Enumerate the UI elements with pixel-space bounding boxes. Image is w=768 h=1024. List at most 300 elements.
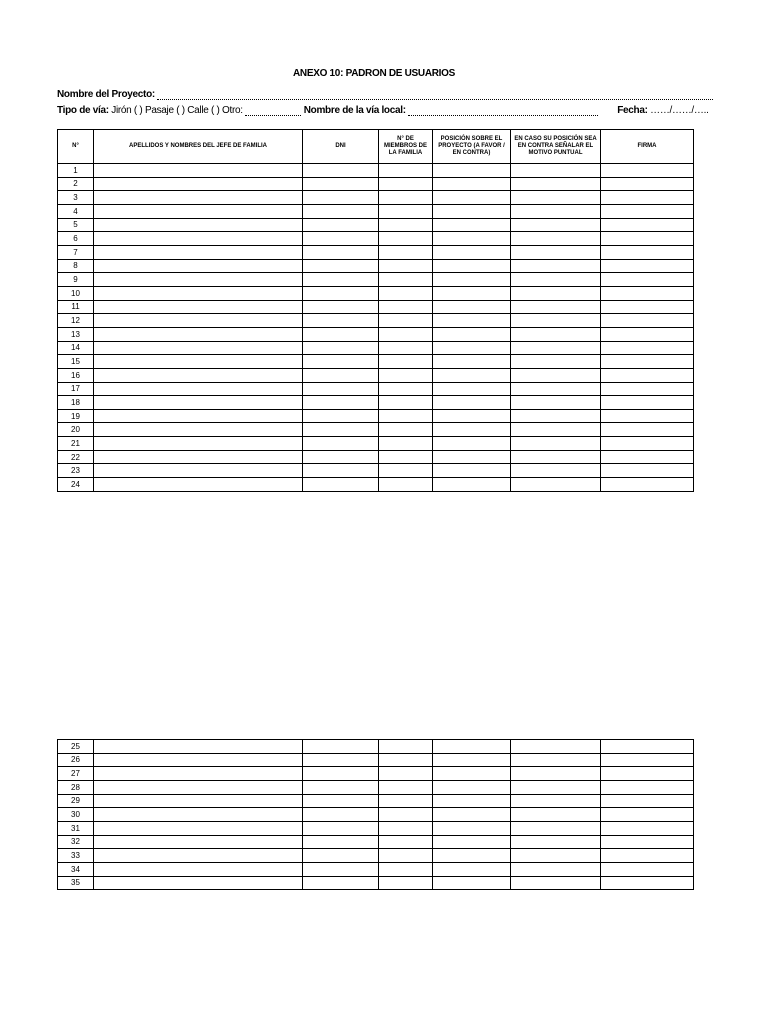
row-number: 28 <box>58 780 94 794</box>
position-cell[interactable] <box>433 876 511 890</box>
name-cell[interactable] <box>94 849 303 863</box>
signature-cell[interactable] <box>601 396 694 410</box>
position-cell[interactable] <box>433 794 511 808</box>
position-cell[interactable] <box>433 464 511 478</box>
signature-cell[interactable] <box>601 382 694 396</box>
position-cell[interactable] <box>433 259 511 273</box>
members-cell[interactable] <box>379 396 433 410</box>
row-number: 33 <box>58 849 94 863</box>
position-cell[interactable] <box>433 478 511 492</box>
row-number: 6 <box>58 232 94 246</box>
members-cell[interactable] <box>379 204 433 218</box>
name-cell[interactable] <box>94 327 303 341</box>
row-number: 11 <box>58 300 94 314</box>
reason-cell[interactable] <box>511 478 601 492</box>
col-members-header: N° DE MIEMBROS DE LA FAMILIA <box>379 130 433 164</box>
col-signature-header: FIRMA <box>601 130 694 164</box>
members-cell[interactable] <box>379 780 433 794</box>
dni-cell[interactable] <box>303 835 379 849</box>
table-row <box>58 204 694 218</box>
reason-cell[interactable] <box>511 753 601 767</box>
position-cell[interactable] <box>433 808 511 822</box>
reason-cell[interactable] <box>511 808 601 822</box>
table-row <box>58 273 694 287</box>
reason-cell[interactable] <box>511 849 601 863</box>
signature-cell[interactable] <box>601 232 694 246</box>
table-row <box>58 259 694 273</box>
name-cell[interactable] <box>94 478 303 492</box>
reason-cell[interactable] <box>511 450 601 464</box>
name-cell[interactable] <box>94 835 303 849</box>
signature-cell[interactable] <box>601 177 694 191</box>
reason-cell[interactable] <box>511 177 601 191</box>
dni-cell[interactable] <box>303 876 379 890</box>
name-cell[interactable] <box>94 876 303 890</box>
dni-cell[interactable] <box>303 464 379 478</box>
row-number: 3 <box>58 191 94 205</box>
members-cell[interactable] <box>379 273 433 287</box>
position-cell[interactable] <box>433 245 511 259</box>
position-cell[interactable] <box>433 409 511 423</box>
row-number: 12 <box>58 314 94 328</box>
via-option-pasaje[interactable]: Pasaje ( ) <box>144 105 185 116</box>
dni-cell[interactable] <box>303 218 379 232</box>
dni-cell[interactable] <box>303 191 379 205</box>
reason-cell[interactable] <box>511 767 601 781</box>
table-row <box>58 368 694 382</box>
col-reason-header: EN CASO SU POSICIÓN SEA EN CONTRA SEÑALAR EL MOTIVO PUNTUAL <box>511 130 601 164</box>
name-cell[interactable] <box>94 382 303 396</box>
members-cell[interactable] <box>379 876 433 890</box>
members-cell[interactable] <box>379 464 433 478</box>
table-row <box>58 327 694 341</box>
position-cell[interactable] <box>433 396 511 410</box>
signature-cell[interactable] <box>601 464 694 478</box>
via-type-label: Tipo de vía: <box>57 105 109 116</box>
name-cell[interactable] <box>94 767 303 781</box>
name-cell[interactable] <box>94 409 303 423</box>
col-number-header: N° <box>58 130 94 164</box>
date-value[interactable]: ……/……/….. <box>650 105 709 116</box>
table-row <box>58 876 694 890</box>
dni-cell[interactable] <box>303 327 379 341</box>
dni-cell[interactable] <box>303 767 379 781</box>
signature-cell[interactable] <box>601 259 694 273</box>
members-cell[interactable] <box>379 314 433 328</box>
name-cell[interactable] <box>94 300 303 314</box>
signature-cell[interactable] <box>601 808 694 822</box>
table-row <box>58 409 694 423</box>
reason-cell[interactable] <box>511 273 601 287</box>
name-cell[interactable] <box>94 177 303 191</box>
signature-cell[interactable] <box>601 437 694 451</box>
reason-cell[interactable] <box>511 368 601 382</box>
dni-cell[interactable] <box>303 862 379 876</box>
name-cell[interactable] <box>94 821 303 835</box>
name-cell[interactable] <box>94 245 303 259</box>
dni-cell[interactable] <box>303 286 379 300</box>
project-line <box>57 89 697 100</box>
via-option-jiron[interactable]: Jirón ( ) <box>111 105 143 116</box>
row-number: 26 <box>58 753 94 767</box>
row-number: 5 <box>58 218 94 232</box>
signature-cell[interactable] <box>601 368 694 382</box>
signature-cell[interactable] <box>601 286 694 300</box>
table-row <box>58 740 694 754</box>
row-number: 9 <box>58 273 94 287</box>
members-cell[interactable] <box>379 327 433 341</box>
reason-cell[interactable] <box>511 218 601 232</box>
via-other-blank[interactable] <box>245 106 301 116</box>
dni-cell[interactable] <box>303 259 379 273</box>
reason-cell[interactable] <box>511 191 601 205</box>
reason-cell[interactable] <box>511 245 601 259</box>
name-cell[interactable] <box>94 862 303 876</box>
local-via-blank[interactable] <box>408 106 598 116</box>
position-cell[interactable] <box>433 218 511 232</box>
dni-cell[interactable] <box>303 177 379 191</box>
signature-cell[interactable] <box>601 218 694 232</box>
row-number: 29 <box>58 794 94 808</box>
dni-cell[interactable] <box>303 849 379 863</box>
col-dni-header: DNI <box>303 130 379 164</box>
table-row <box>58 780 694 794</box>
dni-cell[interactable] <box>303 245 379 259</box>
members-cell[interactable] <box>379 423 433 437</box>
table-row <box>58 437 694 451</box>
members-cell[interactable] <box>379 437 433 451</box>
signature-cell[interactable] <box>601 273 694 287</box>
signature-cell[interactable] <box>601 341 694 355</box>
row-number: 34 <box>58 862 94 876</box>
signature-cell[interactable] <box>601 300 694 314</box>
signature-cell[interactable] <box>601 767 694 781</box>
name-cell[interactable] <box>94 740 303 754</box>
table-row <box>58 355 694 369</box>
dni-cell[interactable] <box>303 423 379 437</box>
col-names-header: APELLIDOS Y NOMBRES DEL JEFE DE FAMILIA <box>94 130 303 164</box>
members-cell[interactable] <box>379 300 433 314</box>
signature-cell[interactable] <box>601 876 694 890</box>
position-cell[interactable] <box>433 423 511 437</box>
signature-cell[interactable] <box>601 314 694 328</box>
signature-cell[interactable] <box>601 245 694 259</box>
row-number: 21 <box>58 437 94 451</box>
members-cell[interactable] <box>379 164 433 178</box>
reason-cell[interactable] <box>511 780 601 794</box>
reason-cell[interactable] <box>511 423 601 437</box>
members-cell[interactable] <box>379 341 433 355</box>
members-cell[interactable] <box>379 835 433 849</box>
members-cell[interactable] <box>379 478 433 492</box>
signature-cell[interactable] <box>601 450 694 464</box>
table-row <box>58 396 694 410</box>
table-row <box>58 849 694 863</box>
dni-cell[interactable] <box>303 478 379 492</box>
signature-cell[interactable] <box>601 327 694 341</box>
members-cell[interactable] <box>379 450 433 464</box>
reason-cell[interactable] <box>511 327 601 341</box>
row-number: 30 <box>58 808 94 822</box>
table-row <box>58 314 694 328</box>
signature-cell[interactable] <box>601 821 694 835</box>
reason-cell[interactable] <box>511 232 601 246</box>
via-line <box>57 105 709 116</box>
signature-cell[interactable] <box>601 780 694 794</box>
signature-cell[interactable] <box>601 164 694 178</box>
members-cell[interactable] <box>379 382 433 396</box>
table-row <box>58 218 694 232</box>
reason-cell[interactable] <box>511 464 601 478</box>
row-number: 31 <box>58 821 94 835</box>
position-cell[interactable] <box>433 164 511 178</box>
table-row <box>58 423 694 437</box>
members-cell[interactable] <box>379 862 433 876</box>
name-cell[interactable] <box>94 355 303 369</box>
signature-cell[interactable] <box>601 204 694 218</box>
row-number: 24 <box>58 478 94 492</box>
table-row <box>58 191 694 205</box>
members-cell[interactable] <box>379 409 433 423</box>
name-cell[interactable] <box>94 273 303 287</box>
position-cell[interactable] <box>433 450 511 464</box>
table-row <box>58 464 694 478</box>
dni-cell[interactable] <box>303 341 379 355</box>
members-cell[interactable] <box>379 808 433 822</box>
row-number: 16 <box>58 368 94 382</box>
position-cell[interactable] <box>433 300 511 314</box>
name-cell[interactable] <box>94 232 303 246</box>
dni-cell[interactable] <box>303 355 379 369</box>
signature-cell[interactable] <box>601 753 694 767</box>
users-table-page-2 <box>57 739 694 890</box>
dni-cell[interactable] <box>303 808 379 822</box>
reason-cell[interactable] <box>511 876 601 890</box>
position-cell[interactable] <box>433 849 511 863</box>
position-cell[interactable] <box>433 437 511 451</box>
name-cell[interactable] <box>94 259 303 273</box>
position-cell[interactable] <box>433 740 511 754</box>
project-label: Nombre del Proyecto: <box>57 89 155 100</box>
table-row <box>58 300 694 314</box>
dni-cell[interactable] <box>303 368 379 382</box>
position-cell[interactable] <box>433 177 511 191</box>
row-number: 25 <box>58 740 94 754</box>
name-cell[interactable] <box>94 808 303 822</box>
reason-cell[interactable] <box>511 355 601 369</box>
table-row <box>58 478 694 492</box>
name-cell[interactable] <box>94 423 303 437</box>
name-cell[interactable] <box>94 368 303 382</box>
members-cell[interactable] <box>379 286 433 300</box>
dni-cell[interactable] <box>303 794 379 808</box>
position-cell[interactable] <box>433 191 511 205</box>
reason-cell[interactable] <box>511 341 601 355</box>
name-cell[interactable] <box>94 164 303 178</box>
name-cell[interactable] <box>94 218 303 232</box>
members-cell[interactable] <box>379 259 433 273</box>
position-cell[interactable] <box>433 314 511 328</box>
position-cell[interactable] <box>433 753 511 767</box>
dni-cell[interactable] <box>303 409 379 423</box>
dni-cell[interactable] <box>303 273 379 287</box>
signature-cell[interactable] <box>601 835 694 849</box>
position-cell[interactable] <box>433 821 511 835</box>
reason-cell[interactable] <box>511 437 601 451</box>
dni-cell[interactable] <box>303 396 379 410</box>
name-cell[interactable] <box>94 780 303 794</box>
row-number: 27 <box>58 767 94 781</box>
reason-cell[interactable] <box>511 835 601 849</box>
table-row <box>58 794 694 808</box>
page-title: ANEXO 10: PADRON DE USUARIOS <box>293 68 455 79</box>
dni-cell[interactable] <box>303 437 379 451</box>
reason-cell[interactable] <box>511 409 601 423</box>
position-cell[interactable] <box>433 835 511 849</box>
row-number: 4 <box>58 204 94 218</box>
via-option-otro: Otro: <box>222 105 243 116</box>
row-number: 17 <box>58 382 94 396</box>
name-cell[interactable] <box>94 341 303 355</box>
reason-cell[interactable] <box>511 164 601 178</box>
members-cell[interactable] <box>379 177 433 191</box>
row-number: 35 <box>58 876 94 890</box>
name-cell[interactable] <box>94 191 303 205</box>
reason-cell[interactable] <box>511 740 601 754</box>
members-cell[interactable] <box>379 355 433 369</box>
reason-cell[interactable] <box>511 794 601 808</box>
row-number: 22 <box>58 450 94 464</box>
name-cell[interactable] <box>94 437 303 451</box>
row-number: 1 <box>58 164 94 178</box>
via-option-calle[interactable]: Calle ( ) <box>187 105 220 116</box>
dni-cell[interactable] <box>303 450 379 464</box>
table-row <box>58 286 694 300</box>
signature-cell[interactable] <box>601 191 694 205</box>
members-cell[interactable] <box>379 740 433 754</box>
dni-cell[interactable] <box>303 164 379 178</box>
row-number: 2 <box>58 177 94 191</box>
local-via-label: Nombre de la vía local: <box>303 105 406 116</box>
position-cell[interactable] <box>433 368 511 382</box>
project-name-blank[interactable] <box>157 90 713 100</box>
signature-cell[interactable] <box>601 409 694 423</box>
members-cell[interactable] <box>379 794 433 808</box>
name-cell[interactable] <box>94 753 303 767</box>
signature-cell[interactable] <box>601 849 694 863</box>
table-row <box>58 245 694 259</box>
table-row <box>58 821 694 835</box>
reason-cell[interactable] <box>511 204 601 218</box>
dni-cell[interactable] <box>303 740 379 754</box>
members-cell[interactable] <box>379 753 433 767</box>
dni-cell[interactable] <box>303 821 379 835</box>
name-cell[interactable] <box>94 396 303 410</box>
dni-cell[interactable] <box>303 232 379 246</box>
row-number: 8 <box>58 259 94 273</box>
table-row <box>58 341 694 355</box>
signature-cell[interactable] <box>601 355 694 369</box>
position-cell[interactable] <box>433 204 511 218</box>
row-number: 10 <box>58 286 94 300</box>
name-cell[interactable] <box>94 286 303 300</box>
position-cell[interactable] <box>433 286 511 300</box>
dni-cell[interactable] <box>303 753 379 767</box>
position-cell[interactable] <box>433 273 511 287</box>
row-number: 13 <box>58 327 94 341</box>
name-cell[interactable] <box>94 450 303 464</box>
reason-cell[interactable] <box>511 862 601 876</box>
users-table-page-1 <box>57 129 694 492</box>
members-cell[interactable] <box>379 191 433 205</box>
date-label: Fecha: <box>617 105 648 116</box>
signature-cell[interactable] <box>601 478 694 492</box>
position-cell[interactable] <box>433 767 511 781</box>
signature-cell[interactable] <box>601 740 694 754</box>
members-cell[interactable] <box>379 849 433 863</box>
name-cell[interactable] <box>94 204 303 218</box>
members-cell[interactable] <box>379 368 433 382</box>
row-number: 15 <box>58 355 94 369</box>
dni-cell[interactable] <box>303 780 379 794</box>
table-row <box>58 835 694 849</box>
reason-cell[interactable] <box>511 396 601 410</box>
reason-cell[interactable] <box>511 286 601 300</box>
dni-cell[interactable] <box>303 204 379 218</box>
members-cell[interactable] <box>379 821 433 835</box>
table-row <box>58 164 694 178</box>
members-cell[interactable] <box>379 245 433 259</box>
row-number: 18 <box>58 396 94 410</box>
row-number: 23 <box>58 464 94 478</box>
table-row <box>58 862 694 876</box>
name-cell[interactable] <box>94 794 303 808</box>
members-cell[interactable] <box>379 232 433 246</box>
reason-cell[interactable] <box>511 314 601 328</box>
position-cell[interactable] <box>433 327 511 341</box>
name-cell[interactable] <box>94 464 303 478</box>
row-number: 32 <box>58 835 94 849</box>
row-number: 7 <box>58 245 94 259</box>
position-cell[interactable] <box>433 341 511 355</box>
reason-cell[interactable] <box>511 259 601 273</box>
dni-cell[interactable] <box>303 314 379 328</box>
dni-cell[interactable] <box>303 382 379 396</box>
signature-cell[interactable] <box>601 423 694 437</box>
position-cell[interactable] <box>433 382 511 396</box>
reason-cell[interactable] <box>511 821 601 835</box>
position-cell[interactable] <box>433 232 511 246</box>
dni-cell[interactable] <box>303 300 379 314</box>
table-row <box>58 382 694 396</box>
members-cell[interactable] <box>379 767 433 781</box>
name-cell[interactable] <box>94 314 303 328</box>
table-row <box>58 753 694 767</box>
position-cell[interactable] <box>433 862 511 876</box>
signature-cell[interactable] <box>601 794 694 808</box>
position-cell[interactable] <box>433 355 511 369</box>
members-cell[interactable] <box>379 218 433 232</box>
signature-cell[interactable] <box>601 862 694 876</box>
table-header-row <box>58 130 694 164</box>
table-row <box>58 767 694 781</box>
col-position-header: POSICIÓN SOBRE EL PROYECTO (A FAVOR / EN CONTRA) <box>433 130 511 164</box>
table-body-page-1 <box>58 164 694 492</box>
table-row <box>58 808 694 822</box>
position-cell[interactable] <box>433 780 511 794</box>
reason-cell[interactable] <box>511 382 601 396</box>
reason-cell[interactable] <box>511 300 601 314</box>
